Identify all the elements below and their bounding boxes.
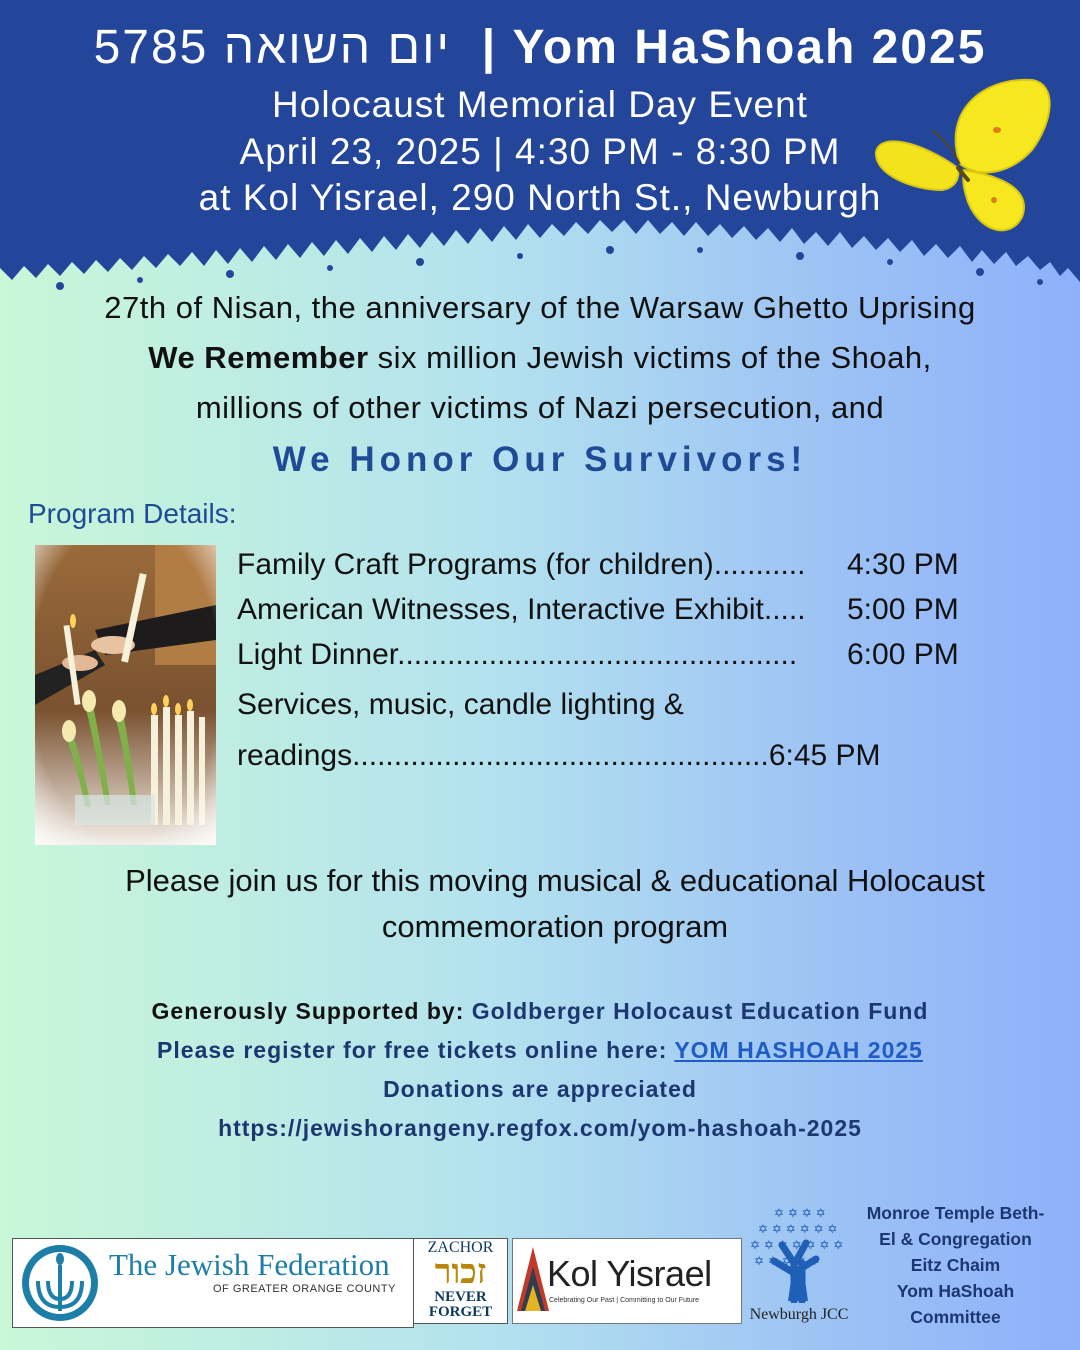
zachor-logo [413, 1238, 508, 1324]
butterfly-icon [872, 72, 1062, 242]
svg-text:✡ ✡ ✡ ✡: ✡ ✡ ✡ ✡ [774, 1206, 826, 1220]
register-link[interactable]: YOM HASHOAH 2025 [674, 1037, 923, 1063]
mission-line-2-rest: six million Jewish victims of the Shoah, [368, 340, 932, 375]
federation-subtitle: OF GREATER ORANGE COUNTY [213, 1283, 396, 1295]
supported-by-line [0, 998, 1080, 1025]
forget-text: FORGET [428, 1304, 493, 1320]
donations-line: Donations are appreciated [383, 1076, 697, 1102]
we-remember: We Remember [148, 340, 369, 375]
supporter-name: Goldberger Holocaust Education Fund [471, 998, 929, 1024]
schedule-row-4: Services, music, candle lighting & [237, 688, 684, 721]
register-line [0, 1037, 1080, 1064]
register-label: Please register for free tickets online here: [157, 1037, 675, 1063]
committee-line-3: Eitz Chaim [910, 1255, 1001, 1275]
mission-line-1: 27th of Nisan, the anniversary of the Warsaw Ghetto Uprising [104, 290, 976, 325]
committee-line-4: Yom HaShoah [896, 1281, 1015, 1301]
committee-credit [853, 1200, 1058, 1330]
event-date-time: April 23, 2025 | 4:30 PM - 8:30 PM [239, 131, 841, 172]
invitation-line-1: Please join us for this moving musical & educational Holocaust [125, 863, 985, 898]
schedule-row-3 [237, 638, 797, 672]
supported-by-label: Generously Supported by: [151, 998, 472, 1024]
committee-line-2: El & Congregation [879, 1229, 1032, 1249]
kol-yisrael-name: Kol Yisrael [547, 1253, 712, 1294]
zachor-text: ZACHOR [427, 1239, 494, 1256]
event-subtitle: Holocaust Memorial Day Event [272, 84, 808, 125]
svg-text:✡ ✡ ✡ ✡ ✡: ✡ ✡ ✡ ✡ ✡ [754, 1254, 820, 1268]
schedule-row-5: readings..................................................6:45 PM [237, 739, 881, 772]
program-details-label: Program Details: [28, 498, 237, 529]
english-title: | Yom HaShoah 2025 [481, 21, 987, 74]
menorah-icon [15, 1241, 105, 1325]
hebrew-title: 5785 יום השואה [93, 21, 452, 74]
schedule-item-name: Light Dinner................................................ [237, 638, 798, 671]
schedule-time-3: 6:00 PM [847, 638, 959, 671]
zachor-hebrew: זכור [434, 1254, 487, 1291]
invitation-text [40, 858, 1070, 950]
newburgh-jcc-logo [744, 1203, 854, 1328]
schedule-time-1: 4:30 PM [847, 548, 959, 581]
event-location: at Kol Yisrael, 290 North St., Newburgh [198, 177, 882, 218]
registration-url[interactable]: https://jewishorangeny.regfox.com/yom-hashoah-2025 [218, 1115, 862, 1141]
committee-line-5: Committee [910, 1307, 1001, 1327]
mission-line-3: millions of other victims of Nazi persecution, and [195, 390, 885, 425]
schedule-row-2 [237, 593, 806, 627]
kol-yisrael-star-icon [515, 1245, 551, 1315]
never-text: NEVER [434, 1289, 487, 1305]
committee-line-1: Monroe Temple Beth- [866, 1203, 1045, 1223]
event-title [0, 20, 1080, 75]
invitation-line-2: commemoration program [381, 909, 729, 944]
federation-name: The Jewish Federation [109, 1247, 390, 1282]
kol-yisrael-tagline: Celebrating Our Past | Committing to Our Future [549, 1297, 700, 1304]
svg-text:✡ ✡ ✡ ✡ ✡ ✡ ✡: ✡ ✡ ✡ ✡ ✡ ✡ ✡ [750, 1238, 844, 1252]
schedule-item-name: Family Craft Programs (for children)........... [237, 548, 806, 581]
schedule-time-2: 5:00 PM [847, 593, 959, 626]
honor-heading: We Honor Our Survivors! [272, 440, 808, 479]
svg-text:✡ ✡ ✡ ✡ ✡ ✡: ✡ ✡ ✡ ✡ ✡ ✡ [758, 1222, 838, 1236]
mission-line-2 [0, 340, 1080, 376]
candle-lighting-photo [35, 545, 216, 845]
newburgh-jcc-name: Newburgh JCC [749, 1306, 849, 1323]
jewish-federation-logo [12, 1238, 414, 1328]
schedule-row-1 [237, 548, 805, 582]
tree-of-stars-icon [744, 1203, 854, 1303]
kol-yisrael-logo [512, 1238, 742, 1324]
schedule-item-name: American Witnesses, Interactive Exhibit..... [237, 593, 806, 626]
